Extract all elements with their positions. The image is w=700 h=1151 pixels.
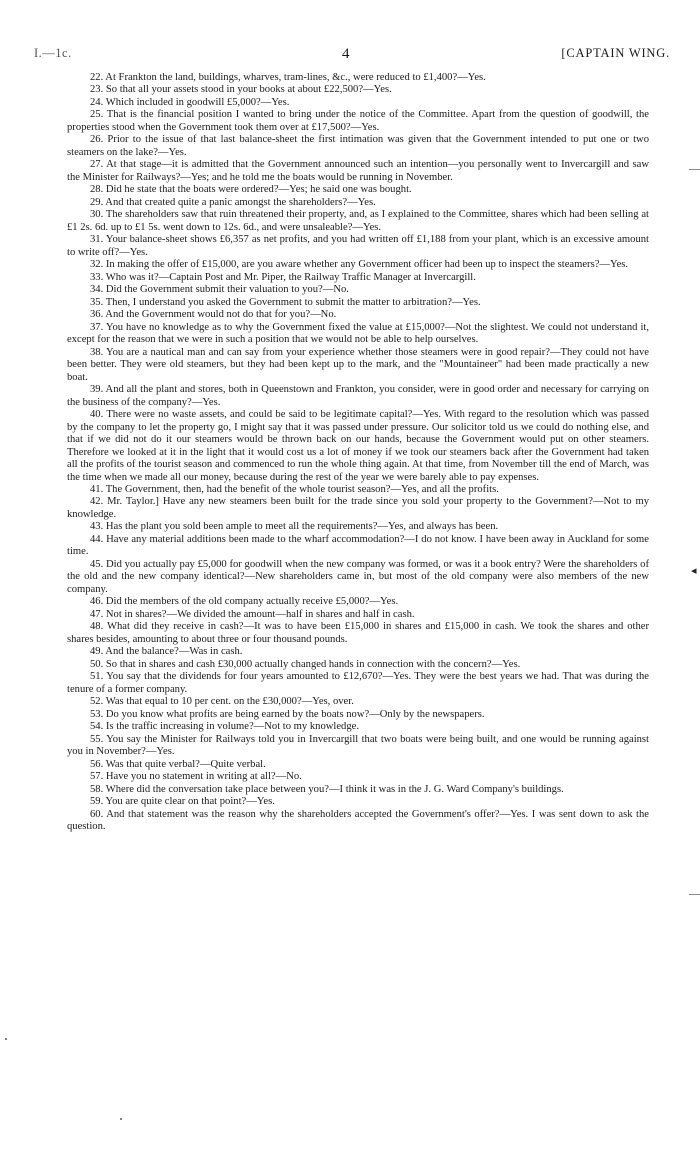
question-answer-paragraph: 53. Do you know what profits are being earned by the boats now?—Only by the newspapers.: [90, 708, 485, 720]
question-answer-paragraph: 23. So that all your assets stood in your books at about £22,500?—Yes.: [90, 84, 392, 96]
question-answer-paragraph: 46. Did the members of the old company actually receive £5,000?—Yes.: [90, 596, 399, 608]
margin-mark: —: [689, 888, 700, 900]
question-answer-paragraph: 40. There were no waste assets, and could be said to be legitimate capital?—Yes. With regard to the resolution which was passed by the company to let the property go, I might say that it was passed under pressure. Our solicitor told us we could do nothing else, and that if we did not do it our steamers would be thrown back on our hands, because the Government would put on other steamers. Therefore we looked at it in the light that it would cost us a lot of money if we took our steamers back after the Government had taken all the profits of the tourist season and commenced to run the whole thing again. At that time, from November till the end of March, was the time when we made all our money, because during the rest of the year we were barely able to pay expenses.: [67, 409, 649, 483]
evidence-text: [67, 72, 649, 834]
question-answer-paragraph: 41. The Government, then, had the benefit of the whole tourist season?—Yes, and all the profits.: [90, 483, 499, 495]
question-answer-paragraph: 51. You say that the dividends for four years amounted to £12,670?—Yes. They were the best years we had. That was during the tenure of a former company.: [67, 671, 649, 695]
question-answer-paragraph: 57. Have you no statement in writing at all?—No.: [90, 771, 302, 783]
question-answer-paragraph: 50. So that in shares and cash £30,000 actually changed hands in connection with the concern?—Yes.: [90, 658, 521, 670]
question-answer-paragraph: 31. Your balance-sheet shows £6,357 as net profits, and you had written off £1,188 from your plant, which is an excessive amount to write off?—Yes.: [67, 234, 649, 258]
question-answer-paragraph: 48. What did they receive in cash?—It was to have been £15,000 in shares and £15,000 in cash. We took the shares and other shares besides, amounting to about three or four thousand pounds.: [67, 621, 649, 645]
question-answer-paragraph: 39. And all the plant and stores, both in Queenstown and Frankton, you consider, were in good order and necessary for carrying on the business of the company?—Yes.: [67, 384, 649, 408]
question-answer-paragraph: 59. You are quite clear on that point?—Yes.: [90, 796, 275, 808]
question-answer-paragraph: 43. Has the plant you sold been ample to meet all the requirements?—Yes, and always has been.: [90, 521, 499, 533]
question-answer-paragraph: 35. Then, I understand you asked the Government to submit the matter to arbitration?—Yes.: [90, 296, 481, 308]
document-reference: I.—1c.: [34, 46, 72, 60]
question-answer-paragraph: 56. Was that quite verbal?—Quite verbal.: [90, 758, 266, 770]
question-answer-paragraph: 28. Did he state that the boats were ordered?—Yes; he said one was bought.: [90, 184, 412, 196]
question-answer-paragraph: 26. Prior to the issue of that last balance-sheet the first intimation was given that the Government intended to put one or two steamers on the lake?—Yes.: [67, 134, 649, 158]
question-answer-paragraph: 49. And the balance?—Was in cash.: [90, 646, 243, 658]
question-answer-paragraph: 24. Which included in goodwill £5,000?—Yes.: [90, 96, 290, 108]
question-answer-paragraph: 52. Was that equal to 10 per cent. on the £30,000?—Yes, over.: [90, 696, 354, 708]
question-answer-paragraph: 36. And the Government would not do that for you?—No.: [90, 309, 337, 321]
question-answer-paragraph: 55. You say the Minister for Railways told you in Invercargill that two boats were being built, and one would be running against you in November?—Yes.: [67, 733, 649, 758]
question-answer-paragraph: 27. At that stage—it is admitted that the Government announced such an intention—you personally went to Invercargill and saw the Minister for Railways?—Yes; and he told me the boats would be running in November.: [67, 159, 649, 183]
question-answer-paragraph: 47. Not in shares?—We divided the amount—half in shares and half in cash.: [90, 608, 415, 620]
question-answer-paragraph: 29. And that created quite a panic amongst the shareholders?—Yes.: [90, 196, 376, 208]
question-answer-paragraph: 25. That is the financial position I wanted to bring under the notice of the Committee. Apart from the question of goodwill, the properties stood when the Government took them over at £17,500?—Yes.: [67, 109, 649, 133]
question-answer-paragraph: 30. The shareholders saw that ruin threatened their property, and, as I explained to the Committee, shares which had been selling at £1 2s. 6d. up to £1 5s. went down to 12s. 6d., and were unsaleable?—Yes.: [67, 209, 649, 233]
margin-mark: ◂: [691, 565, 697, 577]
witness-name: [CAPTAIN WING.: [561, 46, 670, 60]
question-answer-paragraph: 37. You have no knowledge as to why the Government fixed the value at £15,000?—Not the slightest. We could not understand it, except for the reason that we were in such a position that we would not be able to help ourselves.: [67, 321, 649, 346]
margin-mark: —: [689, 163, 700, 175]
question-answer-paragraph: 42. Mr. Taylor.] Have any new steamers been built for the trade since you sold your property to the Government?—Not to my knowledge.: [67, 496, 649, 520]
question-answer-paragraph: 32. In making the offer of £15,000, are you aware whether any Government officer had been up to inspect the steamers?—Yes.: [90, 259, 629, 271]
question-answer-paragraph: 33. Who was it?—Captain Post and Mr. Piper, the Railway Traffic Manager at Invercargill.: [90, 271, 476, 283]
question-answer-paragraph: 44. Have any material additions been made to the wharf accommodation?—I do not know. I have been away in Auckland for some time.: [67, 533, 649, 558]
page-number: 4: [342, 46, 350, 62]
question-answer-paragraph: 38. You are a nautical man and can say from your experience whether those steamers were in good repair?—They could not have been better. They were old steamers, but they had been kept up to the mark, and the "Mountaineer" had been made practically a new boat.: [67, 346, 649, 383]
question-answer-paragraph: 60. And that statement was the reason why the shareholders accepted the Government's offer?—Yes. I was sent down to ask the question.: [67, 808, 649, 833]
scan-speck: [120, 1118, 122, 1120]
question-answer-paragraph: 45. Did you actually pay £5,000 for goodwill when the new company was formed, or was it a book entry? Were the shareholders of the old and the new company identical?—New shareholders came in, but most of the old company were also members of the new company.: [67, 558, 649, 595]
question-answer-paragraph: 22. At Frankton the land, buildings, wharves, tram-lines, &c., were reduced to £1,400?—Yes.: [90, 72, 486, 83]
question-answer-paragraph: 34. Did the Government submit their valuation to you?—No.: [90, 284, 349, 296]
scan-speck: [5, 1038, 7, 1040]
question-answer-paragraph: 54. Is the traffic increasing in volume?—Not to my knowledge.: [90, 721, 359, 733]
question-answer-paragraph: 58. Where did the conversation take place between you?—I think it was in the J. G. Ward Company's buildings.: [90, 783, 564, 795]
page-header: [34, 46, 670, 66]
